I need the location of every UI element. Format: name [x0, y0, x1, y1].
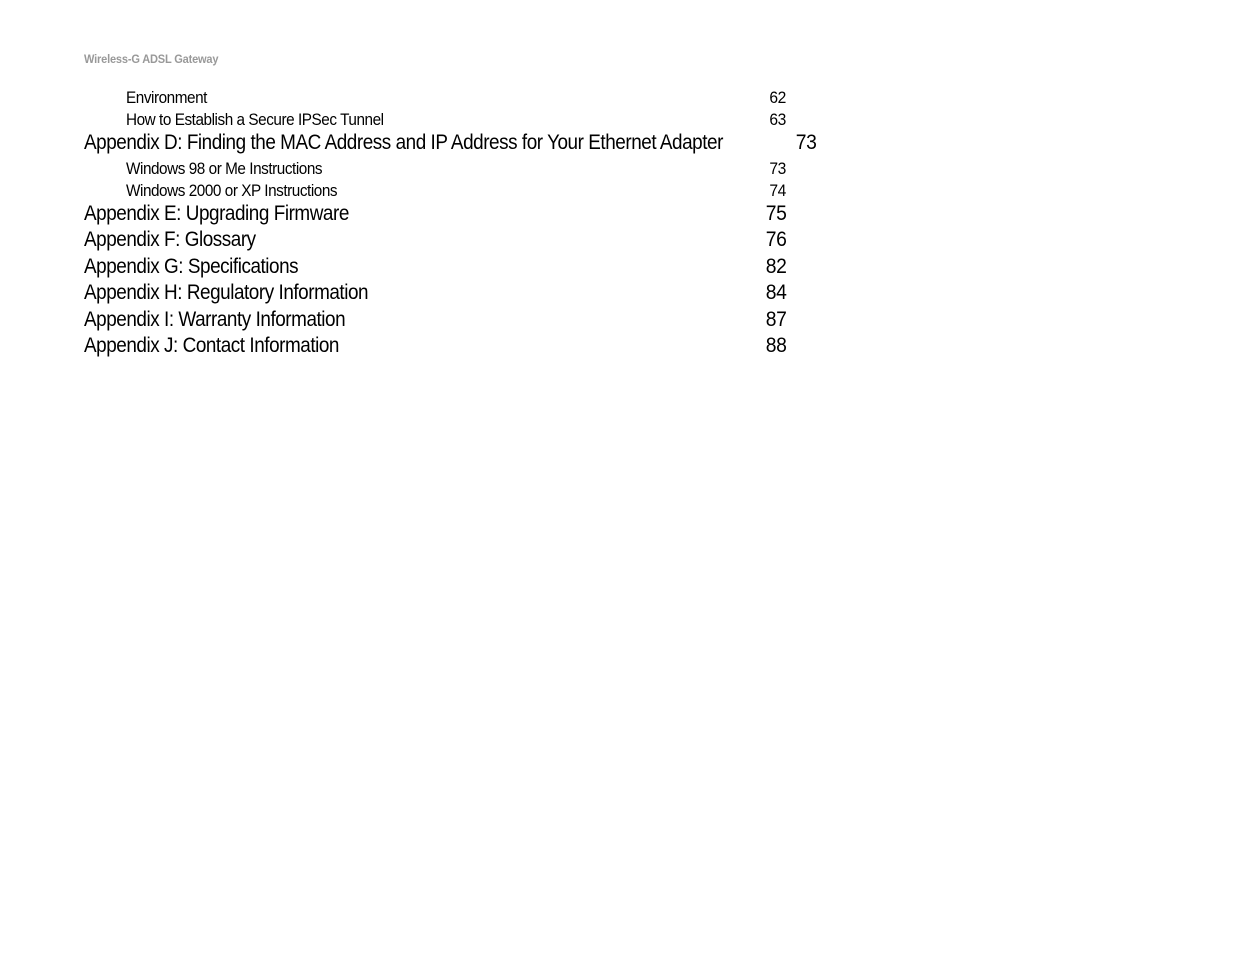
- toc-entry-title: How to Establish a Secure IPSec Tunnel: [126, 110, 384, 129]
- toc-entry-page: 75: [765, 201, 786, 225]
- toc-entry-appendix-d[interactable]: [84, 130, 817, 157]
- toc-entry-windows-98-me[interactable]: [84, 157, 786, 179]
- toc-entry-page: 84: [765, 281, 786, 304]
- toc-entry-title: Windows 98 or Me Instructions: [126, 158, 323, 178]
- toc-entry-page: 87: [765, 307, 786, 331]
- toc-entry-page: 63: [769, 110, 786, 129]
- toc-entry-title: Appendix H: Regulatory Information: [84, 281, 369, 304]
- toc-entry-environment[interactable]: [84, 86, 786, 108]
- table-of-contents: [84, 86, 817, 360]
- toc-entry-windows-2000-xp[interactable]: [84, 179, 786, 201]
- toc-entry-appendix-g[interactable]: [84, 254, 786, 281]
- toc-entry-page: 62: [769, 88, 786, 107]
- toc-entry-title: Appendix F: Glossary: [84, 228, 256, 251]
- toc-entry-page: 76: [765, 228, 786, 251]
- toc-entry-title: Appendix J: Contact Information: [84, 334, 340, 357]
- toc-entry-title: Appendix E: Upgrading Firmware: [84, 201, 349, 225]
- toc-entry-title: Appendix D: Finding the MAC Address and IP Address for Your Ethernet Adapter: [84, 131, 723, 154]
- toc-entry-appendix-h[interactable]: [84, 280, 786, 307]
- toc-entry-page: 74: [769, 180, 786, 200]
- toc-entry-title: Environment: [126, 88, 207, 107]
- running-header: Wireless-G ADSL Gateway: [84, 52, 219, 66]
- toc-entry-title: Appendix I: Warranty Information: [84, 307, 346, 331]
- toc-entry-appendix-e[interactable]: [84, 201, 786, 228]
- toc-entry-page: 88: [765, 334, 786, 357]
- toc-entry-title: Appendix G: Specifications: [84, 254, 299, 278]
- toc-entry-page: 73: [795, 131, 817, 154]
- toc-entry-ipsec-tunnel[interactable]: [84, 108, 786, 130]
- toc-entry-page: 73: [769, 158, 786, 178]
- toc-entry-appendix-f[interactable]: [84, 227, 786, 254]
- toc-entry-page: 82: [765, 254, 786, 278]
- toc-entry-title: Windows 2000 or XP Instructions: [126, 180, 338, 200]
- toc-entry-appendix-i[interactable]: [84, 307, 786, 334]
- toc-entry-appendix-j[interactable]: [84, 333, 786, 360]
